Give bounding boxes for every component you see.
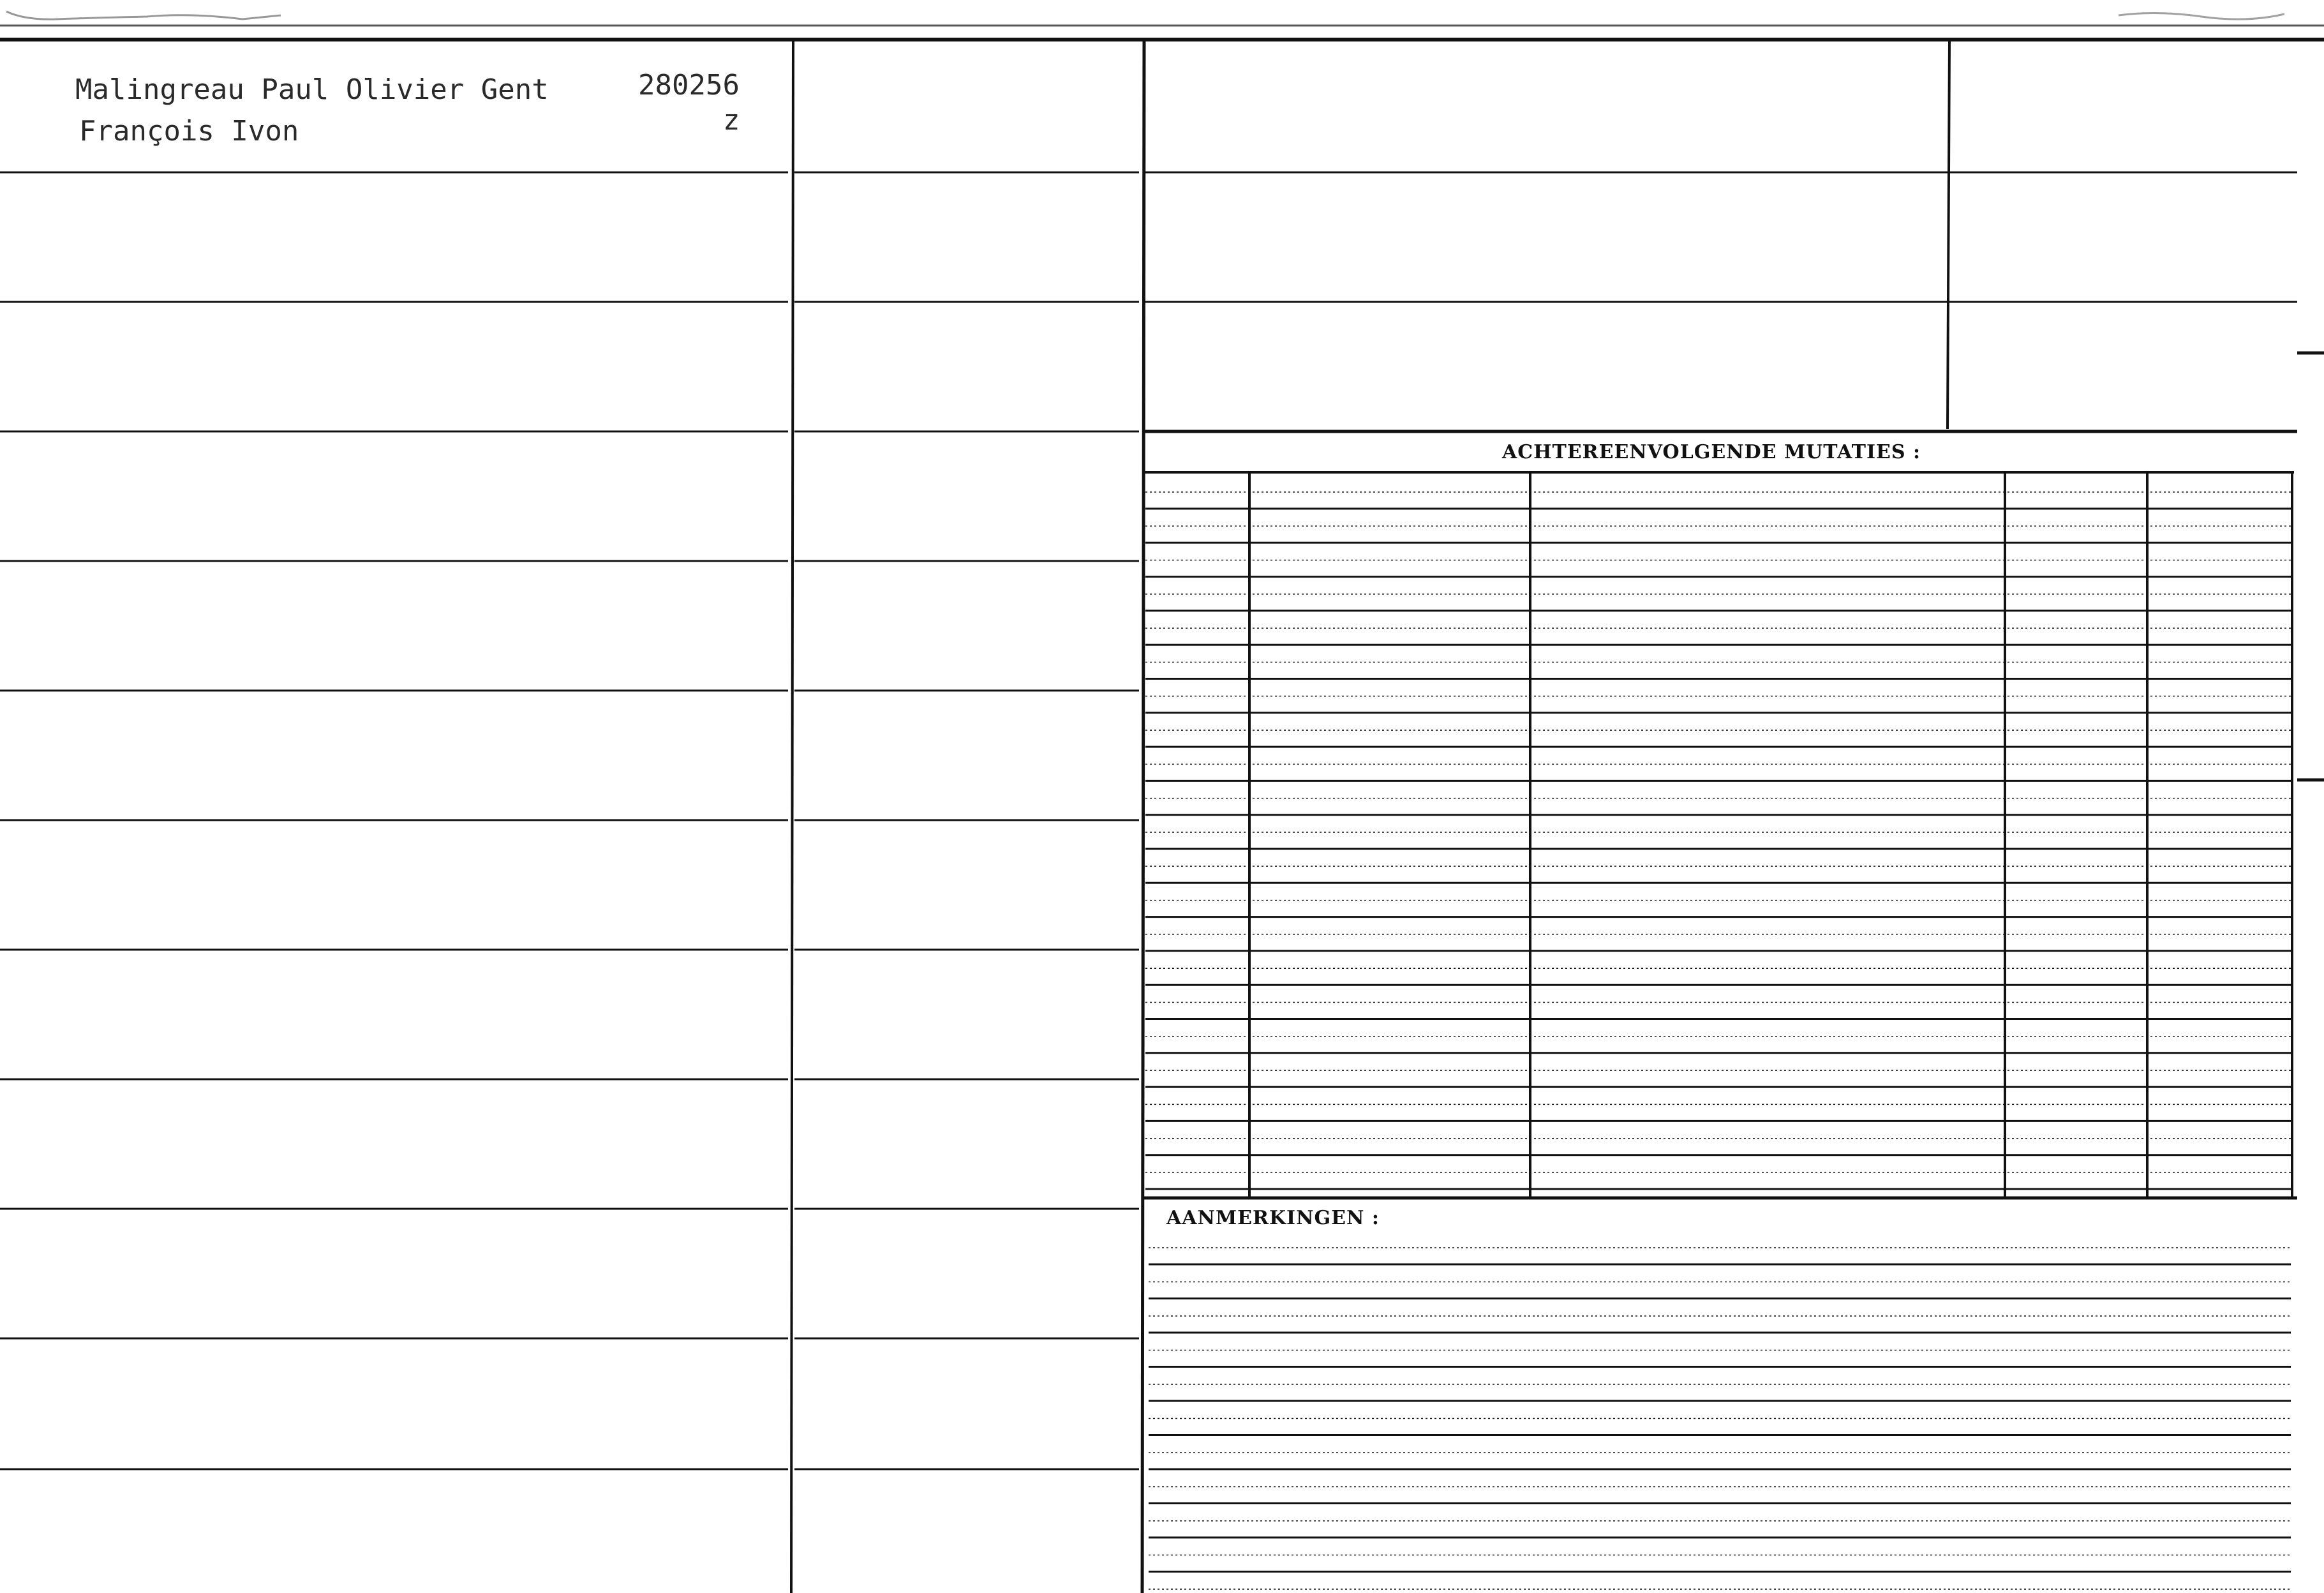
mutations-title: ACHTEREENVOLGENDE MUTATIES :: [1501, 441, 1921, 463]
record-number: 280256: [638, 69, 740, 101]
remarks-title: AANMERKINGEN :: [1166, 1207, 1380, 1229]
record-name-line-1: Malingreau Paul Olivier Gent: [75, 73, 549, 106]
record-code: z: [723, 104, 740, 137]
middle-column-divider: [1142, 40, 1144, 1593]
record-name-line-2: François Ivon: [79, 115, 299, 147]
